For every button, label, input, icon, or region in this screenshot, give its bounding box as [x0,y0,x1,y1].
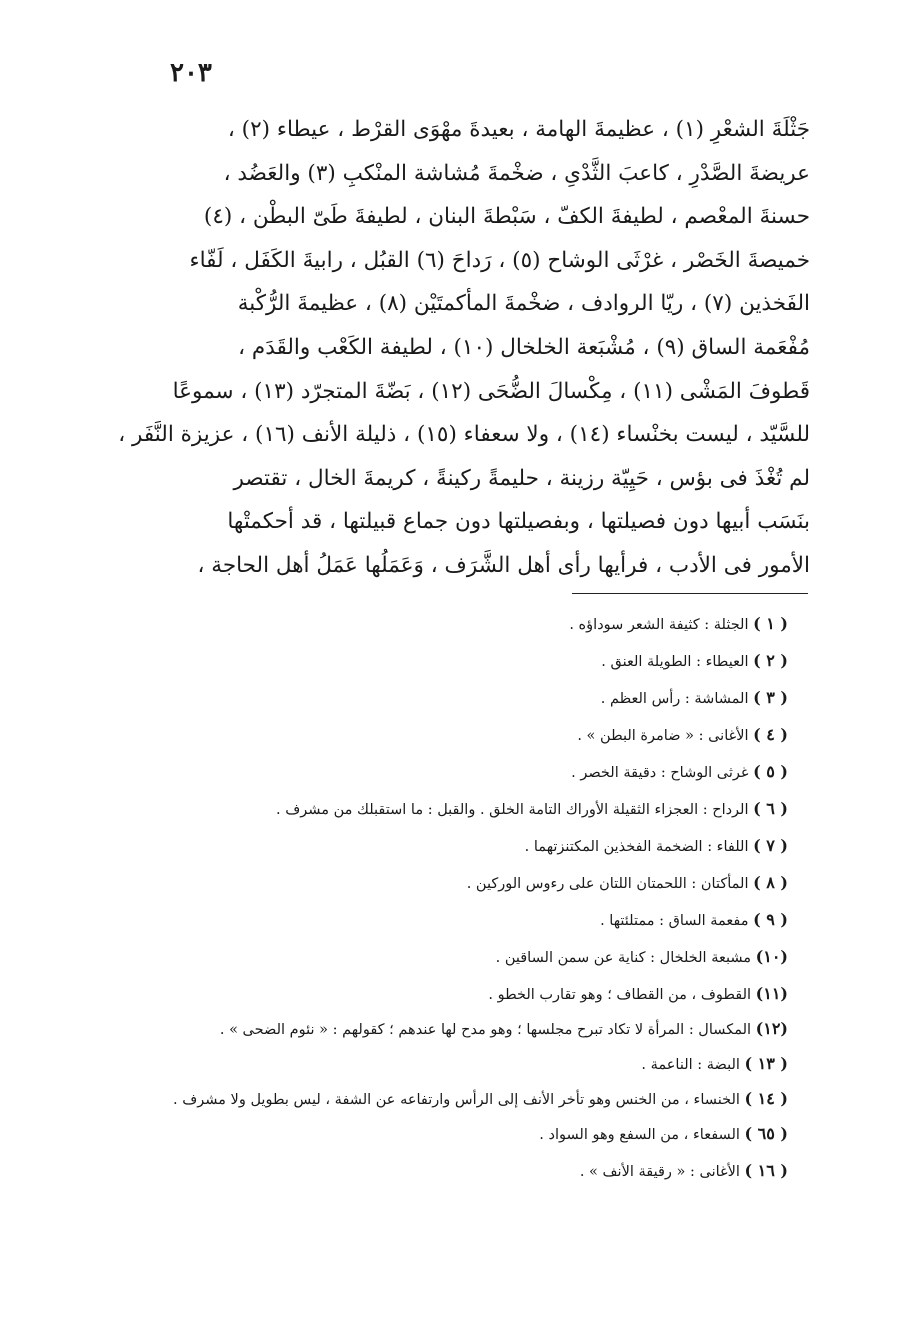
footnote-text: اللفاء : الضخمة الفخذين المكتنزتهما . [524,839,749,855]
footnote-text: الأغانى : « ضامرة البطن » . [577,728,749,744]
footnote-number: ( ١٣ ) [744,1054,788,1073]
footnote-number: (١٢) [755,1019,788,1038]
main-text [118,108,810,588]
footnote [160,1083,788,1116]
footnote-number: ( ٦ ) [753,799,788,818]
text-line: لم تُغْذَ فى بؤس ، حَيِيّة رزينة ، حليمةً ركينةً ، كريمةَ الخال ، تقتصر [233,465,810,491]
footnote-number: ( ٧ ) [753,836,788,855]
text-line: خميصةَ الخَصْر ، غرْثَى الوشاح (٥) ، رَداحَ (٦) القبُل ، رابيةَ الكَفَل ، لَفّاء [189,247,810,273]
text-line: الفَخذين (٧) ، ريّا الروادف ، ضخْمةَ المأكمتَيْن (٨) ، عظيمةَ الرُّكْبة [237,291,810,317]
footnote [160,1013,788,1046]
footnotes [160,606,788,1190]
page-number: ٢٠٣ [170,58,212,88]
text-line: بنَسَب أبيها دون فصيلتها ، وبفصيلتها دون جماع قبيلتها ، قد أحكمتْها [227,509,810,535]
footnote-text: الأغانى : « رقيقة الأنف » . [579,1164,740,1180]
footnote [160,717,788,754]
footnote-text: المشاشة : رأس العظم . [600,691,749,707]
footnote [160,976,788,1013]
footnote-text: السفعاء ، من السفع وهو السواد . [539,1127,740,1143]
footnote-number: ( ٢ ) [753,651,788,670]
footnote-number: ( ٨ ) [753,873,788,892]
footnote-number: ( ١٤ ) [744,1089,788,1108]
text-line: جَثْلَةَ الشعْرِ (١) ، عظيمةَ الهامة ، بعيدةَ مهْوَى القرْط ، عيطاء (٢) ، [227,117,810,142]
footnote-text: غرثى الوشاح : دقيقة الخصر . [571,765,749,781]
footnote [160,902,788,939]
footnote [160,680,788,717]
text-line: الأمور فى الأدب ، فرأيها رأى أهل الشَّرَف ، وَعَمَلُها عَمَلُ أهل الحاجة ، [197,552,810,578]
footnote-number: ( ١٦ ) [744,1161,788,1180]
footnote-text: الخنساء ، من الخنس وهو تأخر الأنف إلى الرأس وارتفاعه عن الشفة ، ليس بطويل ولا مشرف . [173,1092,740,1108]
footnote-text: الجثلة : كثيفة الشعر سوداؤه . [569,617,749,633]
footnote [160,606,788,643]
text-line: مُفْعَمة الساق (٩) ، مُشْبَعة الخلخال (١٠) ، لطيفة الكَعْب والقَدَم ، [238,334,810,360]
footnote-number: ( ٩ ) [753,910,788,929]
footnote-text: مفعمة الساق : ممتلئتها . [600,913,749,929]
footnote [160,939,788,976]
footnote-divider [572,593,808,594]
footnote [160,791,788,828]
footnote-number: ( ٤ ) [753,725,788,744]
footnote-text: مشبعة الخلخال : كناية عن سمن الساقين . [495,950,752,966]
footnote-text: المأكتان : اللحمتان اللتان على رءوس الوركين . [466,876,749,892]
footnote [160,1116,788,1153]
footnote [160,643,788,680]
footnote [160,1046,788,1083]
footnote-number: ( ٣ ) [753,688,788,707]
text-line: قَطوفَ المَشْى (١١) ، مِكْسالَ الضُّحَى (١٢) ، بَضّةَ المتجرّد (١٣) ، سموعًا [172,378,810,404]
footnote-text: البضة : الناعمة . [641,1057,740,1073]
footnote-number: ( ٦٥ ) [744,1124,788,1143]
footnote [160,754,788,791]
footnote-text: العيطاء : الطويلة العنق . [601,654,749,670]
footnote-number: (١١) [755,984,788,1003]
footnote [160,828,788,865]
footnote-number: (١٠) [755,947,788,966]
footnote-number: ( ٥ ) [753,762,788,781]
footnote [160,1153,788,1190]
footnote [160,865,788,902]
text-line: عريضةَ الصَّدْرِ ، كاعبَ الثَّدْىِ ، ضخْمةَ مُشاشة المنْكبِ (٣) والعَضُد ، [223,160,810,186]
footnote-number: ( ١ ) [753,614,788,633]
footnote-text: الرداح : العجزاء الثقيلة الأوراك التامة الخلق . والقبل : ما استقبلك من مشرف . [276,802,749,818]
footnote-text: القطوف ، من القطاف ؛ وهو تقارب الخطو . [488,987,752,1003]
text-line: للسَّيّد ، ليست بخنْساء (١٤) ، ولا سعفاء (١٥) ، ذليلة الأنف (١٦) ، عزيزة النَّفَر ، [118,422,810,448]
text-line: حسنةَ المعْصم ، لطيفةَ الكفّ ، سَبْطةَ البنان ، لطيفةَ طَىّ البطْن ، (٤) [203,204,810,230]
footnote-text: المكسال : المرأة لا تكاد تبرح مجلسها ؛ وهو مدح لها عندهم ؛ كقولهم : « نئوم الضحى » . [219,1022,752,1038]
